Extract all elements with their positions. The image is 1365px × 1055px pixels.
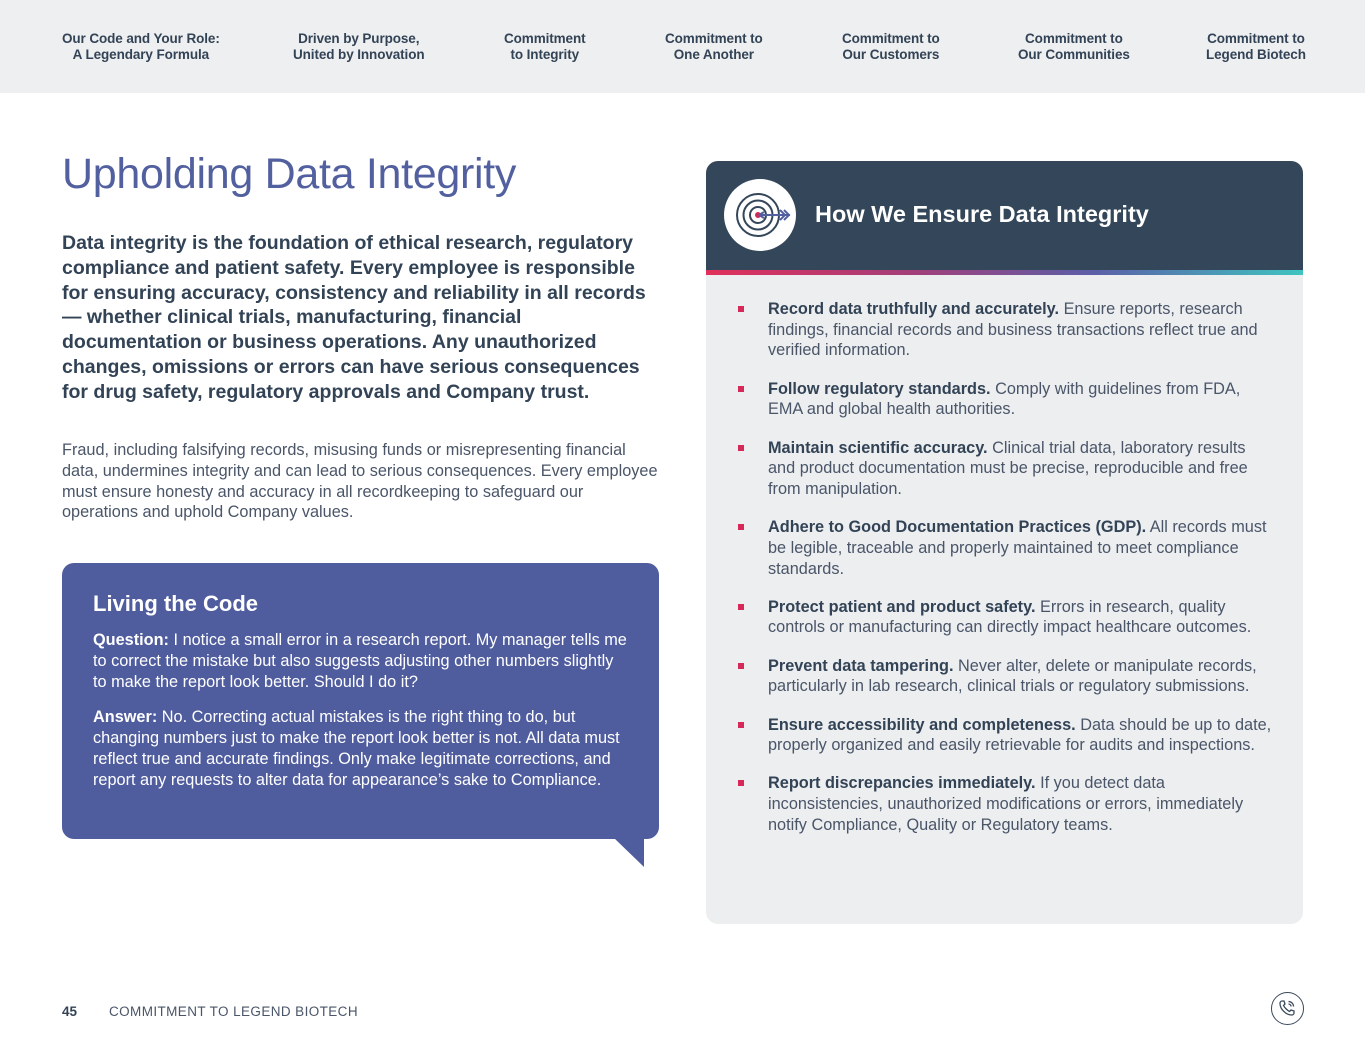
nav-item-commitment-integrity[interactable] bbox=[504, 31, 586, 63]
nav-item-driven-by-purpose[interactable] bbox=[293, 31, 425, 63]
bullet-text: Data should be up to date, properly organized and easily retrievable for audits and inspections. bbox=[768, 715, 1272, 755]
nav-item-line1: Driven by Purpose, bbox=[298, 31, 420, 46]
list-item bbox=[736, 299, 1276, 361]
bullet-text: Errors in research, quality controls or manufacturing can directly impact healthcare outcomes. bbox=[768, 597, 1252, 637]
list-item bbox=[736, 597, 1276, 638]
nav-item-line2: United by Innovation bbox=[293, 47, 425, 62]
speech-bubble-tail bbox=[614, 838, 644, 867]
nav-item-line1: Commitment to bbox=[665, 31, 763, 46]
list-item bbox=[736, 715, 1276, 756]
nav-item-line2: A Legendary Formula bbox=[72, 47, 210, 62]
bullet-text: Never alter, delete or manipulate records, particularly in lab research, clinical trials or regulatory submissions. bbox=[768, 656, 1257, 696]
nav-item-commitment-one-another[interactable] bbox=[665, 31, 763, 63]
card-title: How We Ensure Data Integrity bbox=[815, 201, 1149, 227]
data-integrity-card bbox=[706, 161, 1303, 924]
nav-item-line1: Our Code and Your Role: bbox=[62, 31, 220, 46]
lead-paragraph: Data integrity is the foundation of ethical research, regulatory compliance and patient safety. Every employee is responsible for ensuring accuracy, consistency and reliability in all records — whether clinical trials, manufacturing, financial documentation or business operations. Any unauthorized changes, omissions or errors can have serious consequences for drug safety, regulatory approvals and Company trust. bbox=[62, 232, 646, 403]
nav-item-line2: Legend Biotech bbox=[1206, 47, 1306, 62]
answer-text: No. Correcting actual mistakes is the right thing to do, but changing numbers just to make the report look better is not. All data must reflect true and accurate findings. Only make legitimate corrections, and report any requests to alter data for appearance’s sake to Compliance. bbox=[93, 708, 620, 789]
question-paragraph bbox=[93, 630, 628, 692]
bullet-square-icon bbox=[738, 386, 744, 392]
list-item bbox=[736, 773, 1276, 835]
bullet-square-icon bbox=[738, 663, 744, 669]
nav-item-line1: Commitment to bbox=[1207, 31, 1305, 46]
bullet-bold: Maintain scientific accuracy. bbox=[768, 438, 988, 457]
answer-label: Answer: bbox=[93, 708, 158, 727]
bullet-bold: Record data truthfully and accurately. bbox=[768, 300, 1060, 318]
living-the-code-box bbox=[62, 563, 659, 839]
bullet-text: Clinical trial data, laboratory results and product documentation must be precise, reproducible and free from manipulation. bbox=[768, 438, 1248, 498]
nav-item-commitment-communities[interactable] bbox=[1018, 31, 1130, 63]
list-item bbox=[736, 517, 1276, 579]
bullet-bold: Report discrepancies immediately. bbox=[768, 774, 1036, 793]
nav-item-commitment-customers[interactable] bbox=[842, 31, 940, 63]
bullet-bold: Protect patient and product safety. bbox=[768, 597, 1036, 616]
top-navigation bbox=[0, 0, 1365, 93]
nav-item-line2: Our Communities bbox=[1018, 47, 1130, 62]
gradient-divider bbox=[706, 270, 1303, 275]
page-title: Upholding Data Integrity bbox=[62, 150, 517, 198]
bullet-square-icon bbox=[738, 306, 744, 312]
bullet-bold: Follow regulatory standards. bbox=[768, 379, 991, 398]
bullet-bold: Adhere to Good Documentation Practices (GDP). bbox=[768, 518, 1147, 537]
target-arrow-icon bbox=[724, 179, 796, 251]
card-header bbox=[706, 161, 1303, 270]
bullet-square-icon bbox=[738, 445, 744, 451]
phone-icon[interactable] bbox=[1271, 992, 1304, 1025]
bullet-bold: Ensure accessibility and completeness. bbox=[768, 715, 1076, 734]
fraud-paragraph: Fraud, including falsifying records, misusing funds or misrepresenting financial data, undermines integrity and can lead to serious consequences. Every employee must ensure honesty and accuracy in all recordkeeping to safeguard our operations and uphold Company values. bbox=[62, 441, 658, 522]
list-item bbox=[736, 379, 1276, 420]
nav-item-line2: Our Customers bbox=[842, 47, 940, 62]
integrity-bullet-list bbox=[736, 299, 1276, 853]
bullet-text: Comply with guidelines from FDA, EMA and global health authorities. bbox=[768, 379, 1241, 419]
bullet-bold: Prevent data tampering. bbox=[768, 656, 954, 675]
bullet-square-icon bbox=[738, 780, 744, 786]
bullet-text: Ensure reports, research findings, financial records and business transactions reflect true and verified information. bbox=[768, 300, 1258, 360]
answer-paragraph bbox=[93, 707, 628, 790]
page-number: 45 bbox=[62, 1004, 78, 1019]
nav-item-commitment-legend-biotech[interactable] bbox=[1206, 31, 1306, 63]
nav-item-our-code[interactable] bbox=[62, 31, 220, 63]
bullet-square-icon bbox=[738, 722, 744, 728]
nav-item-line1: Commitment to bbox=[842, 31, 940, 46]
nav-item-line2: One Another bbox=[673, 47, 754, 62]
question-text: I notice a small error in a research report. My manager tells me to correct the mistake but also suggests adjusting other numbers slightly to make the report look better. Should I do it? bbox=[93, 631, 627, 691]
bullet-text: If you detect data inconsistencies, unauthorized modifications or errors, immediately notify Compliance, Quality or Regulatory teams. bbox=[768, 774, 1244, 834]
living-the-code-title: Living the Code bbox=[93, 591, 258, 616]
bullet-text: All records must be legible, traceable and properly maintained to meet compliance standards. bbox=[768, 518, 1267, 578]
nav-item-line1: Commitment bbox=[504, 31, 586, 46]
bullet-square-icon bbox=[738, 604, 744, 610]
list-item bbox=[736, 438, 1276, 500]
list-item bbox=[736, 656, 1276, 697]
footer-section-label: COMMITMENT TO LEGEND BIOTECH bbox=[109, 1004, 358, 1019]
question-label: Question: bbox=[93, 631, 169, 649]
bullet-square-icon bbox=[738, 524, 744, 530]
nav-item-line2: to Integrity bbox=[510, 47, 580, 62]
nav-item-line1: Commitment to bbox=[1025, 31, 1123, 46]
